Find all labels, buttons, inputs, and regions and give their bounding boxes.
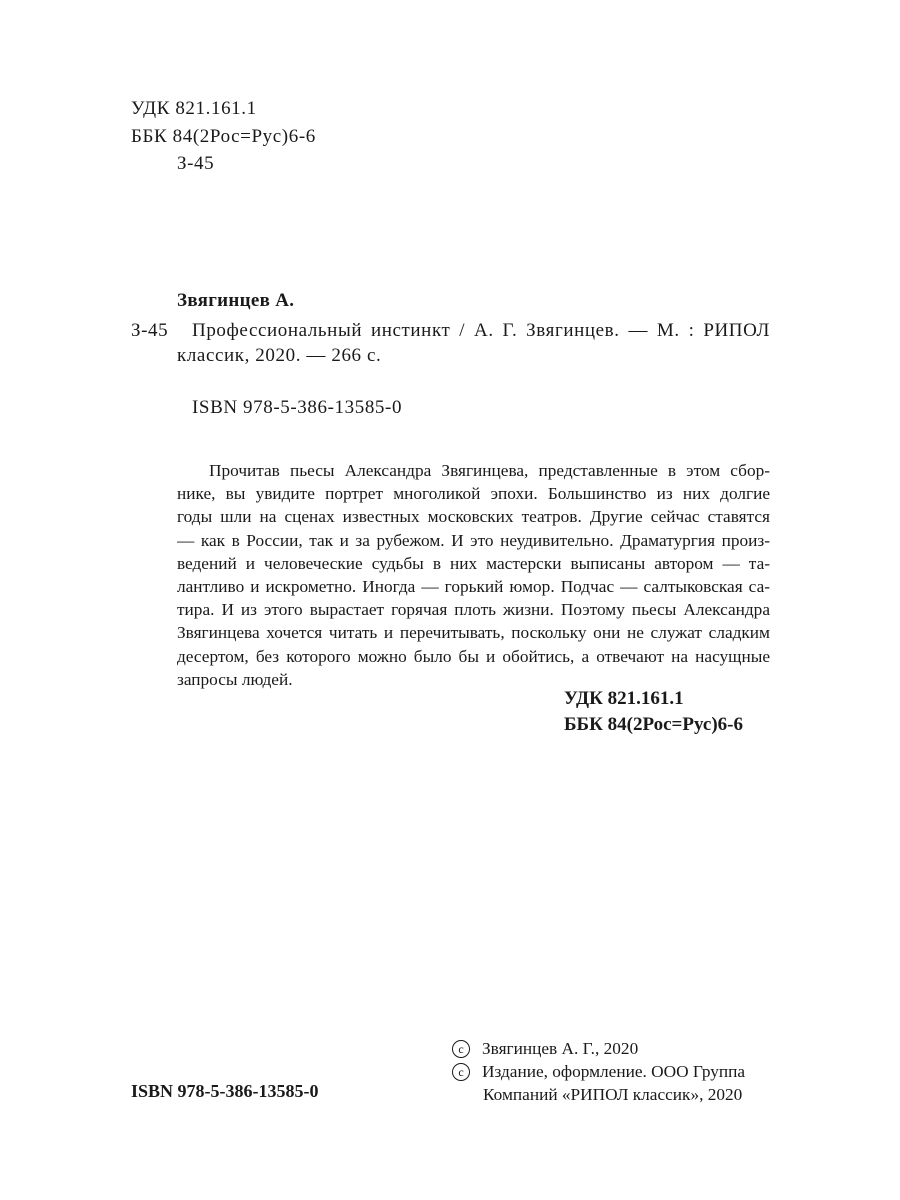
copyright-block: [452, 1037, 745, 1106]
bibliographic-description-line1: Профессиональный инстинкт / А. Г. Звягинцев. — М. : РИПОЛ: [192, 320, 770, 341]
isbn-footer: ISBN 978-5-386-13585-0: [131, 1081, 319, 1101]
copyright-icon: c: [452, 1063, 470, 1081]
bibliographic-description-line2: классик, 2020. — 266 с.: [177, 345, 382, 366]
annotation-line: годы шли на сценах известных московских театров. Другие сейчас ставятся: [177, 507, 770, 527]
udk-code-top: УДК 821.161.1: [131, 98, 257, 119]
author-sign: З-45: [131, 320, 169, 341]
udk-code-bottom: УДК 821.161.1: [564, 688, 684, 709]
annotation-line: Прочитав пьесы Александра Звягинцева, представленные в этом сбор-: [209, 461, 770, 480]
copyright-icon: c: [452, 1040, 470, 1058]
copyright-publisher-text: Издание, оформление. ООО Группа: [482, 1062, 746, 1081]
annotation-line: ведений и человеческие судьбы в них мастерски выписаны автором — та-: [177, 553, 770, 573]
annotation-line: нике, вы увидите портрет многоликой эпохи. Большинство из них долгие: [177, 484, 770, 504]
copyright-author-text: Звягинцев А. Г., 2020: [482, 1039, 639, 1058]
bbk-code-top: ББК 84(2Рос=Рус)6-6: [131, 126, 316, 147]
copyright-line-author: [452, 1037, 745, 1060]
bbk-code-bottom: ББК 84(2Рос=Рус)6-6: [564, 714, 743, 735]
annotation-line: лантливо и искрометно. Иногда — горький юмор. Подчас — салтыковская са-: [177, 576, 770, 596]
annotation-paragraph: [177, 459, 770, 691]
author-sign-top: З-45: [177, 153, 215, 174]
author-name: Звягинцев А.: [177, 290, 295, 311]
copyright-line-publisher: [452, 1060, 745, 1083]
annotation-line: тира. И из этого вырастает горячая плоть жизни. Поэтому пьесы Александра: [177, 600, 770, 620]
annotation-line: — как в России, так и за рубежом. И это неудивительно. Драматургия произ-: [177, 530, 770, 550]
annotation-line: десертом, без которого можно было бы и обойтись, а отвечают на насущные: [177, 646, 770, 666]
annotation-line: Звягинцева хочется читать и перечитывать, поскольку они не служат сладким: [177, 623, 770, 643]
copyright-publisher-text-cont: Компаний «РИПОЛ классик», 2020: [483, 1085, 743, 1104]
annotation-line: запросы людей.: [177, 669, 293, 689]
isbn-record: ISBN 978-5-386-13585-0: [192, 397, 403, 418]
